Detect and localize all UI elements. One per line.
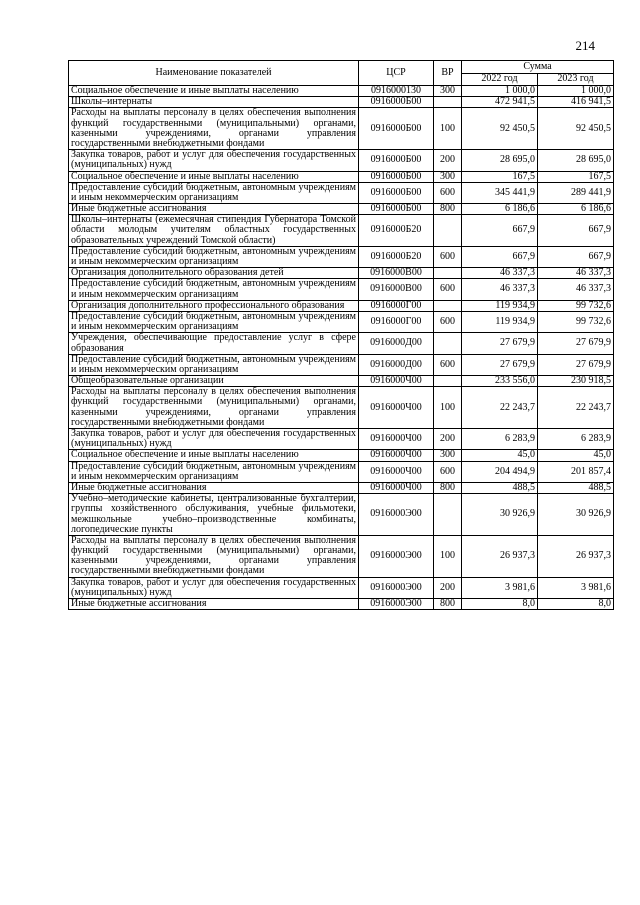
row-amount-2023: 167,5 xyxy=(538,171,614,182)
row-amount-2022: 667,9 xyxy=(462,215,538,247)
row-csr: 0916000Э00 xyxy=(359,494,434,536)
table-row xyxy=(69,376,614,387)
row-name: Расходы на выплаты персоналу в целях обеспечения выполнения функций государственными (муниципальными) органами, казенными учреждениями, органами управления государственными внебюджетными фондами xyxy=(69,387,359,429)
row-amount-2023: 289 441,9 xyxy=(538,182,614,203)
row-amount-2022: 488,5 xyxy=(462,482,538,493)
row-amount-2022: 30 926,9 xyxy=(462,494,538,536)
row-csr: 0916000Д00 xyxy=(359,354,434,375)
row-amount-2022: 6 186,6 xyxy=(462,204,538,215)
row-vr: 100 xyxy=(434,535,462,577)
row-name: Расходы на выплаты персоналу в целях обеспечения выполнения функций государственными (муниципальными) органами, казенными учреждениями, органами управления государственными внебюджетными фондами xyxy=(69,108,359,150)
row-amount-2023: 46 337,3 xyxy=(538,279,614,300)
row-vr: 600 xyxy=(434,311,462,332)
header-year-2023: 2023 год xyxy=(538,74,614,86)
row-name: Иные бюджетные ассигнования xyxy=(69,599,359,610)
row-csr: 0916000130 xyxy=(359,86,434,97)
row-vr: 600 xyxy=(434,246,462,267)
row-amount-2022: 22 243,7 xyxy=(462,387,538,429)
table-row xyxy=(69,215,614,247)
row-name: Иные бюджетные ассигнования xyxy=(69,482,359,493)
row-amount-2023: 6 186,6 xyxy=(538,204,614,215)
row-csr: 0916000Ч00 xyxy=(359,429,434,450)
table-row xyxy=(69,300,614,311)
row-vr: 600 xyxy=(434,461,462,482)
row-vr: 300 xyxy=(434,450,462,461)
row-amount-2023: 99 732,6 xyxy=(538,311,614,332)
row-amount-2023: 416 941,5 xyxy=(538,97,614,108)
row-csr: 0916000Ч00 xyxy=(359,482,434,493)
row-amount-2023: 667,9 xyxy=(538,215,614,247)
row-csr: 0916000Б20 xyxy=(359,246,434,267)
table-row xyxy=(69,246,614,267)
row-amount-2023: 27 679,9 xyxy=(538,354,614,375)
row-name: Организация дополнительного профессионального образования xyxy=(69,300,359,311)
row-vr: 800 xyxy=(434,599,462,610)
table-row xyxy=(69,354,614,375)
row-csr: 0916000Б00 xyxy=(359,150,434,171)
row-name: Предоставление субсидий бюджетным, автономным учреждениям и иным некоммерческим организациям xyxy=(69,461,359,482)
row-csr: 0916000Б00 xyxy=(359,108,434,150)
row-vr xyxy=(434,268,462,279)
row-amount-2022: 46 337,3 xyxy=(462,268,538,279)
row-amount-2022: 345 441,9 xyxy=(462,182,538,203)
row-csr: 0916000В00 xyxy=(359,279,434,300)
table-row xyxy=(69,86,614,97)
row-amount-2022: 27 679,9 xyxy=(462,354,538,375)
row-csr: 0916000Э00 xyxy=(359,599,434,610)
row-vr: 200 xyxy=(434,577,462,598)
table-row xyxy=(69,482,614,493)
row-csr: 0916000Г00 xyxy=(359,300,434,311)
row-name: Предоставление субсидий бюджетным, автономным учреждениям и иным некоммерческим организациям xyxy=(69,354,359,375)
page-number: 214 xyxy=(575,38,595,53)
row-amount-2023: 3 981,6 xyxy=(538,577,614,598)
row-name: Закупка товаров, работ и услуг для обеспечения государственных (муниципальных) нужд xyxy=(69,150,359,171)
row-vr xyxy=(434,215,462,247)
row-amount-2023: 8,0 xyxy=(538,599,614,610)
row-amount-2023: 92 450,5 xyxy=(538,108,614,150)
table-row xyxy=(69,279,614,300)
row-csr: 0916000Б20 xyxy=(359,215,434,247)
row-amount-2022: 233 556,0 xyxy=(462,376,538,387)
row-vr xyxy=(434,97,462,108)
row-csr: 0916000Ч00 xyxy=(359,387,434,429)
row-name: Школы–интернаты xyxy=(69,97,359,108)
row-name: Закупка товаров, работ и услуг для обеспечения государственных (муниципальных) нужд xyxy=(69,429,359,450)
row-amount-2023: 667,9 xyxy=(538,246,614,267)
row-amount-2022: 92 450,5 xyxy=(462,108,538,150)
row-amount-2022: 167,5 xyxy=(462,171,538,182)
row-csr: 0916000Б00 xyxy=(359,204,434,215)
row-amount-2023: 45,0 xyxy=(538,450,614,461)
row-csr: 0916000Ч00 xyxy=(359,461,434,482)
row-name: Социальное обеспечение и иные выплаты населению xyxy=(69,171,359,182)
row-amount-2022: 45,0 xyxy=(462,450,538,461)
row-amount-2023: 30 926,9 xyxy=(538,494,614,536)
row-amount-2022: 27 679,9 xyxy=(462,333,538,354)
table-row xyxy=(69,535,614,577)
row-csr: 0916000Ч00 xyxy=(359,376,434,387)
row-name: Учебно–методические кабинеты, централизованные бухгалтерии, группы хозяйственного обслуживания, учебные фильмотеки, межшкольные учебно–производственные комбинаты, логопедические пункты xyxy=(69,494,359,536)
row-vr xyxy=(434,494,462,536)
table-row xyxy=(69,204,614,215)
row-amount-2023: 230 918,5 xyxy=(538,376,614,387)
table-row xyxy=(69,311,614,332)
header-name: Наименование показателей xyxy=(69,61,359,86)
row-name: Иные бюджетные ассигнования xyxy=(69,204,359,215)
header-csr: ЦСР xyxy=(359,61,434,86)
table-row xyxy=(69,182,614,203)
row-vr: 200 xyxy=(434,429,462,450)
header-sum: Сумма xyxy=(462,61,614,74)
row-vr: 600 xyxy=(434,182,462,203)
row-csr: 0916000Э00 xyxy=(359,535,434,577)
row-csr: 0916000Ч00 xyxy=(359,450,434,461)
row-name: Школы–интернаты (ежемесячная стипендия Губернатора Томской области молодым учителям областных государственных образовательных учреждений Томской области) xyxy=(69,215,359,247)
row-vr xyxy=(434,300,462,311)
row-csr: 0916000Э00 xyxy=(359,577,434,598)
row-csr: 0916000Б00 xyxy=(359,171,434,182)
row-name: Организация дополнительного образования детей xyxy=(69,268,359,279)
row-name: Закупка товаров, работ и услуг для обеспечения государственных (муниципальных) нужд xyxy=(69,577,359,598)
table-row xyxy=(69,150,614,171)
row-amount-2023: 99 732,6 xyxy=(538,300,614,311)
row-vr: 100 xyxy=(434,108,462,150)
table-row xyxy=(69,268,614,279)
table-row xyxy=(69,429,614,450)
table-row xyxy=(69,171,614,182)
row-amount-2022: 472 941,5 xyxy=(462,97,538,108)
row-amount-2023: 1 000,0 xyxy=(538,86,614,97)
row-vr: 800 xyxy=(434,204,462,215)
row-name: Общеобразовательные организации xyxy=(69,376,359,387)
row-name: Предоставление субсидий бюджетным, автономным учреждениям и иным некоммерческим организациям xyxy=(69,279,359,300)
row-amount-2022: 667,9 xyxy=(462,246,538,267)
row-name: Предоставление субсидий бюджетным, автономным учреждениям и иным некоммерческим организациям xyxy=(69,246,359,267)
table-row xyxy=(69,494,614,536)
row-amount-2023: 28 695,0 xyxy=(538,150,614,171)
table-row xyxy=(69,450,614,461)
row-amount-2022: 46 337,3 xyxy=(462,279,538,300)
table-header xyxy=(69,61,614,86)
row-vr: 200 xyxy=(434,150,462,171)
row-amount-2022: 8,0 xyxy=(462,599,538,610)
row-amount-2022: 1 000,0 xyxy=(462,86,538,97)
row-name: Расходы на выплаты персоналу в целях обеспечения выполнения функций государственными (муниципальными) органами, казенными учреждениями, органами управления государственными внебюджетными фондами xyxy=(69,535,359,577)
row-vr: 300 xyxy=(434,86,462,97)
row-name: Социальное обеспечение и иные выплаты населению xyxy=(69,450,359,461)
row-amount-2022: 119 934,9 xyxy=(462,300,538,311)
row-amount-2023: 201 857,4 xyxy=(538,461,614,482)
row-csr: 0916000Б00 xyxy=(359,97,434,108)
table-row xyxy=(69,387,614,429)
table-row xyxy=(69,108,614,150)
row-vr: 100 xyxy=(434,387,462,429)
row-amount-2023: 46 337,3 xyxy=(538,268,614,279)
table-body xyxy=(69,86,614,610)
row-name: Предоставление субсидий бюджетным, автономным учреждениям и иным некоммерческим организациям xyxy=(69,182,359,203)
row-csr: 0916000В00 xyxy=(359,268,434,279)
row-amount-2023: 6 283,9 xyxy=(538,429,614,450)
row-amount-2023: 27 679,9 xyxy=(538,333,614,354)
row-amount-2022: 204 494,9 xyxy=(462,461,538,482)
table-row xyxy=(69,461,614,482)
row-amount-2022: 26 937,3 xyxy=(462,535,538,577)
row-amount-2023: 488,5 xyxy=(538,482,614,493)
table-row xyxy=(69,577,614,598)
row-name: Учреждения, обеспечивающие предоставление услуг в сфере образования xyxy=(69,333,359,354)
row-amount-2023: 22 243,7 xyxy=(538,387,614,429)
row-amount-2022: 3 981,6 xyxy=(462,577,538,598)
row-csr: 0916000Б00 xyxy=(359,182,434,203)
header-year-2022: 2022 год xyxy=(462,74,538,86)
row-name: Предоставление субсидий бюджетным, автономным учреждениям и иным некоммерческим организациям xyxy=(69,311,359,332)
budget-table xyxy=(68,60,614,610)
row-vr: 300 xyxy=(434,171,462,182)
row-vr: 800 xyxy=(434,482,462,493)
table-row xyxy=(69,333,614,354)
table-row xyxy=(69,599,614,610)
row-vr xyxy=(434,333,462,354)
row-amount-2022: 119 934,9 xyxy=(462,311,538,332)
table-row xyxy=(69,97,614,108)
row-amount-2022: 6 283,9 xyxy=(462,429,538,450)
row-name: Социальное обеспечение и иные выплаты населению xyxy=(69,86,359,97)
row-amount-2023: 26 937,3 xyxy=(538,535,614,577)
row-vr: 600 xyxy=(434,354,462,375)
header-vr: ВР xyxy=(434,61,462,86)
row-csr: 0916000Г00 xyxy=(359,311,434,332)
row-csr: 0916000Д00 xyxy=(359,333,434,354)
row-vr: 600 xyxy=(434,279,462,300)
row-vr xyxy=(434,376,462,387)
row-amount-2022: 28 695,0 xyxy=(462,150,538,171)
